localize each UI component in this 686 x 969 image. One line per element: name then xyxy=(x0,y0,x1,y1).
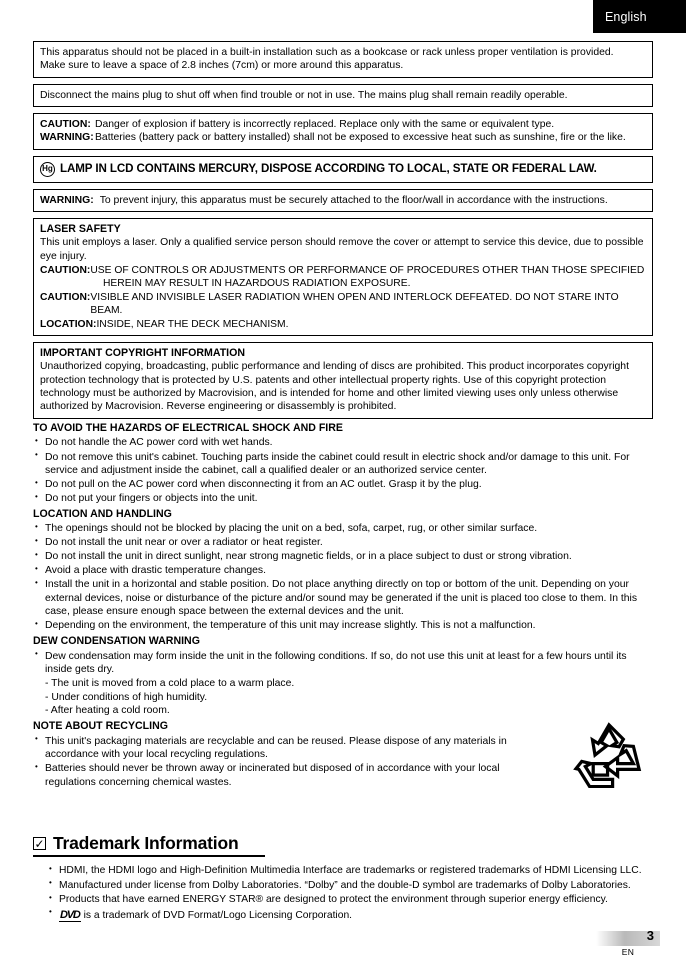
notice-attachment xyxy=(33,189,653,212)
trademark-title-row xyxy=(33,833,265,857)
list-item: • Install the unit in a horizontal and stable position. Do not place anything directly on top or bottom of the unit. Depending on your external devices, noise or disturbance of the picture and/or sound may be generated if the unit is placed too close to them. In this case, please ensure enough space between the external devices and the unit. xyxy=(33,578,653,619)
recycling-list xyxy=(33,735,553,790)
laser-safety-heading: LASER SAFETY xyxy=(40,222,121,235)
battery-caution-label: CAUTION: xyxy=(40,118,91,130)
laser-caution-2-label: CAUTION: xyxy=(40,291,91,303)
footer-bar xyxy=(596,928,660,946)
list-item: • HDMI, the HDMI logo and High-Definition Multimedia Interface are trademarks or registered trademarks of HDMI Licensing LLC. xyxy=(33,864,653,878)
footer-language-code: EN xyxy=(621,947,635,957)
laser-caution-2-row xyxy=(40,291,647,318)
notice-laser-safety xyxy=(33,218,653,336)
laser-location-row xyxy=(40,318,647,331)
attachment-warning-label: WARNING: xyxy=(40,194,94,206)
battery-caution-row xyxy=(40,118,647,131)
notice-mercury xyxy=(33,156,653,183)
dew-subitem: - After heating a cold room. xyxy=(45,705,170,717)
mercury-text: LAMP IN LCD CONTAINS MERCURY, DISPOSE ACCORDING TO LOCAL, STATE OR FEDERAL LAW. xyxy=(60,161,597,175)
laser-caution-2-text: VISIBLE AND INVISIBLE LASER RADIATION WHEN OPEN AND INTERLOCK DEFEATED. DO NOT STARE INTO BEAM. xyxy=(90,291,619,317)
location-handling-list xyxy=(33,522,653,633)
laser-safety-body: This unit employs a laser. Only a qualified service person should remove the cover or attempt to service this device, due to possible eye injury. xyxy=(40,237,644,262)
list-item: • Do not pull on the AC power cord when disconnecting it from an AC outlet. Grasp it by the plug. xyxy=(33,478,653,492)
battery-warning-label: WARNING: xyxy=(40,132,94,144)
recycling-heading: NOTE ABOUT RECYCLING xyxy=(33,719,168,732)
ventilation-line-1: This apparatus should not be placed in a built-in installation such as a bookcase or rack unless proper ventilation is provided. xyxy=(40,47,614,58)
section-shock-fire xyxy=(33,422,653,506)
list-item: • Do not handle the AC power cord with wet hands. xyxy=(33,436,653,450)
recycling-icon xyxy=(573,722,645,788)
language-tab-label: English xyxy=(605,9,647,24)
list-item-dvd xyxy=(33,908,653,923)
mercury-line xyxy=(40,162,647,177)
list-item: • This unit's packaging materials are recyclable and can be reused. Please dispose of any materials in accordance with your local recycling regulations. xyxy=(33,735,553,762)
dew-condensation-heading: DEW CONDENSATION WARNING xyxy=(33,634,200,647)
dew-subitem: - The unit is moved from a cold place to a warm place. xyxy=(45,678,295,690)
list-item: • Avoid a place with drastic temperature changes. xyxy=(33,564,653,578)
list-item: • Do not install the unit in direct sunlight, near strong magnetic fields, or in a place subject to dust or strong vibration. xyxy=(33,550,653,564)
list-item: • Batteries should never be thrown away or incinerated but disposed of in accordance with your local regulations concerning chemical wastes. xyxy=(33,762,553,789)
dew-subitem: - Under conditions of high humidity. xyxy=(45,691,208,703)
shock-fire-heading: TO AVOID THE HAZARDS OF ELECTRICAL SHOCK AND FIRE xyxy=(33,421,343,434)
trademark-title: Trademark Information xyxy=(53,833,239,854)
list-item: • Dew condensation may form inside the unit in the following conditions. If so, do not use this unit at least for a few hours until its inside gets dry. xyxy=(33,650,653,677)
notice-ventilation xyxy=(33,41,653,78)
checkmark-icon: ✓ xyxy=(34,836,45,851)
section-recycling xyxy=(33,720,653,789)
trademark-list xyxy=(33,864,653,922)
page-number: 3 xyxy=(646,928,654,943)
list-item: • Manufactured under license from Dolby Laboratories. “Dolby” and the double-D symbol are trademarks of Dolby Laboratories. xyxy=(33,879,653,893)
list-item: • Do not remove this unit's cabinet. Touching parts inside the cabinet could result in electric shock and/or damage to this unit. For service and adjustment inside the cabinet, call a qualified dealer or an authorized service center. xyxy=(33,451,653,478)
battery-caution-text: Danger of explosion if battery is incorrectly replaced. Replace only with the same or equivalent type. xyxy=(95,118,555,130)
section-trademark xyxy=(33,833,653,922)
laser-location-text: INSIDE, NEAR THE DECK MECHANISM. xyxy=(96,318,289,330)
battery-warning-row xyxy=(40,131,647,144)
laser-caution-1-text: USE OF CONTROLS OR ADJUSTMENTS OR PERFORMANCE OF PROCEDURES OTHER THAN THOSE SPECIFIED xyxy=(90,265,645,277)
list-item: • The openings should not be blocked by placing the unit on a bed, sofa, carpet, rug, or other similar surface. xyxy=(33,522,653,536)
dew-condensation-list xyxy=(33,650,653,677)
list-item: • Products that have earned ENERGY STAR® are designed to protect the environment through superior energy efficiency. xyxy=(33,893,653,907)
copyright-body: Unauthorized copying, broadcasting, public performance and lending of discs are prohibited. This product incorporates copyright protection technology that is protected by U.S. patents and other intellectual property rights. Use of this copyright protection technology must be authorized by Macrovision, and is intended for home and other limited viewing uses only unless otherwise authorized by Macrovision. Reverse engineering or disassembly is prohibited. xyxy=(40,361,629,413)
attachment-warning-row xyxy=(40,194,647,207)
laser-location-label: LOCATION: xyxy=(40,318,97,330)
dvd-logo-icon: DVD xyxy=(60,908,80,921)
ventilation-line-2: Make sure to leave a space of 2.8 inches (7cm) or more around this apparatus. xyxy=(40,60,404,72)
dvd-item-text: is a trademark of DVD Format/Logo Licensing Corporation. xyxy=(83,909,353,921)
location-handling-heading: LOCATION AND HANDLING xyxy=(33,507,172,520)
laser-caution-1-label: CAUTION: xyxy=(40,265,91,277)
laser-caution-1-row xyxy=(40,264,647,277)
attachment-warning-text: To prevent injury, this apparatus must be securely attached to the floor/wall in accordance with the instructions. xyxy=(99,194,608,206)
battery-warning-text: Batteries (battery pack or battery installed) shall not be exposed to excessive heat such as sunshine, fire or the like. xyxy=(95,132,626,144)
notice-mains-plug xyxy=(33,84,653,107)
list-item: • Depending on the environment, the temperature of this unit may increase slightly. This is not a malfunction. xyxy=(33,619,653,633)
notice-copyright xyxy=(33,342,653,419)
list-item: • Do not install the unit near or over a radiator or heat register. xyxy=(33,536,653,550)
page-content xyxy=(33,41,653,923)
section-dew-condensation xyxy=(33,635,653,718)
shock-fire-list xyxy=(33,436,653,505)
list-item: • Do not put your fingers or objects into the unit. xyxy=(33,492,653,506)
language-tab[interactable] xyxy=(593,0,686,33)
laser-caution-1-continuation: HEREIN MAY RESULT IN HAZARDOUS RADIATION EXPOSURE. xyxy=(103,278,411,290)
section-location-handling xyxy=(33,508,653,633)
notice-battery xyxy=(33,113,653,150)
page-footer xyxy=(596,928,660,957)
copyright-heading: IMPORTANT COPYRIGHT INFORMATION xyxy=(40,346,245,359)
mercury-hg-icon: Hg xyxy=(40,162,55,177)
mains-plug-text: Disconnect the mains plug to shut off when find trouble or not in use. The mains plug shall remain readily operable. xyxy=(40,89,568,101)
